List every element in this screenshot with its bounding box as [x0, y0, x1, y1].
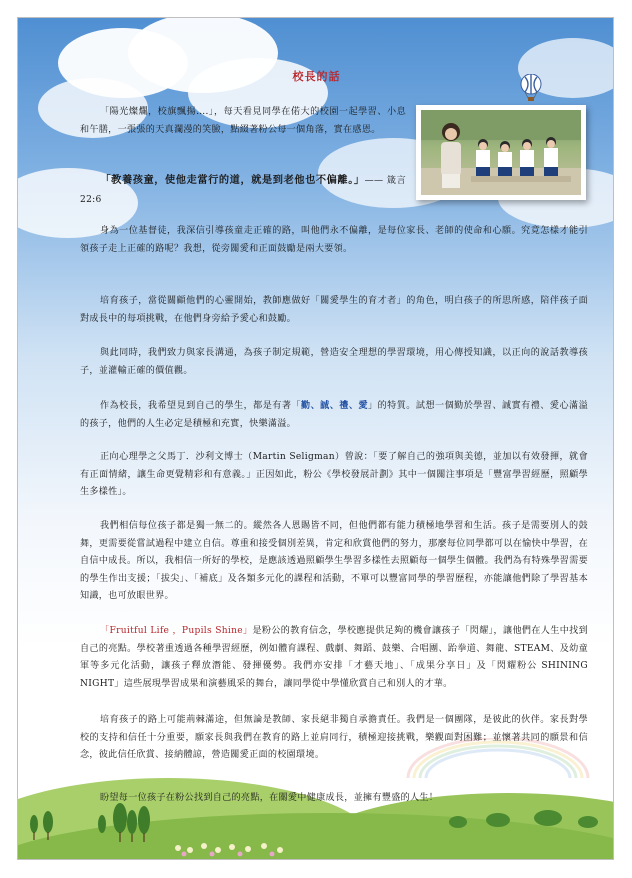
paragraph-positive-psychology: 正向心理學之父馬丁．沙利文博士（Martin Seligman）曾說：「要了解自己的強項與美德，並加以有效發揮，就會有正面情緒，讓生命更覺精彩和有意義。」正因如此，粉公《學校發展計劃》其中一個關注事項是「豐富學習經歷，照顧學生多樣性」。: [80, 452, 588, 498]
values-intro: 作為校長，我希望見到自己的學生，都是有著「: [100, 401, 302, 411]
paragraph-partnership: 培育孩子的路上可能荊棘滿途，但無論是教師、家長絕非獨自承擔責任。我們是一個團隊，是彼此的伙伴。家長對學校的支持和信任十分重要，願家長與我們在教育的路上並肩同行，積極迎接挑戰，樂觀面對困難；並懷著共同的願景和信念，彼此信任欣賞、接納體諒，營造關愛正面的校園環境。: [80, 715, 588, 761]
belief-text: 是粉公的教育信念，學校應提供足夠的機會讓孩子「閃耀」，讓他們在人生中找到自己的亮點。學校著重透過各種學習經歷，例如體育課程、戲劇、舞蹈、鼓樂、合唱團、跆拳道、舞龍、STEAM、及幼童軍等多元化活動，讓孩子釋放潛能、發揮優勢。我們亦安排「才藝天地」、「成果分享日」及「閃耀粉公 SHINING NIGHT」這些展現學習成果和演藝風采的舞台，讓同學從中學懂欣賞自己和別人的才華。: [80, 626, 588, 689]
paragraph-school-values: [80, 397, 588, 433]
paragraph-opening: 「陽光燦爛，校旗飄揚….」，每天看見同學在偌大的校園一起學習、小息和午膳，一張張的天真瀾漫的笑臉，點綴著粉公每一個角落，實在感恩。: [80, 107, 406, 135]
values-rest: 」的特質。試想一個勤於學習、誠實有禮、愛心滿溢的孩子，他們的人生必定是積極和充實，快樂滿溢。: [80, 401, 588, 429]
paragraph-closing: 盼望每一位孩子在粉公找到自己的亮點，在關愛中健康成長，並擁有豐盛的人生！: [100, 793, 439, 803]
paragraph-parent-communication: 與此同時，我們致力與家長溝通，為孩子制定規範，營造安全理想的學習環境，用心傳授知識，以正向的說話教導孩子，並灌輸正確的價值觀。: [80, 348, 588, 376]
page-title: 校長的話: [292, 70, 341, 83]
bible-quote: [80, 172, 406, 209]
letter-content: [18, 18, 614, 860]
paragraph-nurture: 培育孩子，當從關顧他們的心靈開始，教師應做好「關愛學生的育才者」的角色，明白孩子的所思所感，陪伴孩子面對成長中的每項挑戰，在他們身旁給予愛心和鼓勵。: [80, 296, 588, 324]
paragraph-christian-mission: 身為一位基督徒，我深信引導孩童走正確的路，叫他們永不偏離，是每位家長、老師的使命和心願。究竟怎樣才能引領孩子走上正確的路呢？我想，從旁關愛和正面鼓勵是兩大要領。: [80, 226, 588, 254]
principal-with-students-photo: [416, 105, 586, 200]
paragraph-diversity: 我們相信每位孩子都是獨一無二的。縱然各人恩賜皆不同，但他們都有能力積極地學習和生活。孩子是需要別人的鼓舞，更需要從嘗試過程中建立自信。尊重和接受個別差異，肯定和欣賞他們的努力，那麼每位同學都可以在愉快中學習，在自信中成長。所以，我相信一所好的學校，是應該透過照顧學生學習多樣性去照顧每一個學生個體。我們為有特殊學習需要的學生作出支援；「拔尖」、「補底」及各類多元化的課程和活動，不單可以豐富同學的學習歷程，亦能讓他們除了學習基本知識，也可放眼世界。: [80, 521, 588, 602]
bible-quote-text: 「教養孩童，使他走當行的道，就是到老他也不偏離。」: [100, 174, 365, 186]
paragraph-education-belief: [80, 623, 588, 693]
values-highlight: 勤、誠、禮、愛: [301, 400, 369, 411]
photo-figures: [421, 110, 581, 195]
bible-quote-reference: —— 箴言 22:6: [80, 176, 406, 205]
page-frame: [17, 17, 614, 860]
belief-slogan: 「Fruitful Life ，Pupils Shine」: [100, 626, 253, 636]
